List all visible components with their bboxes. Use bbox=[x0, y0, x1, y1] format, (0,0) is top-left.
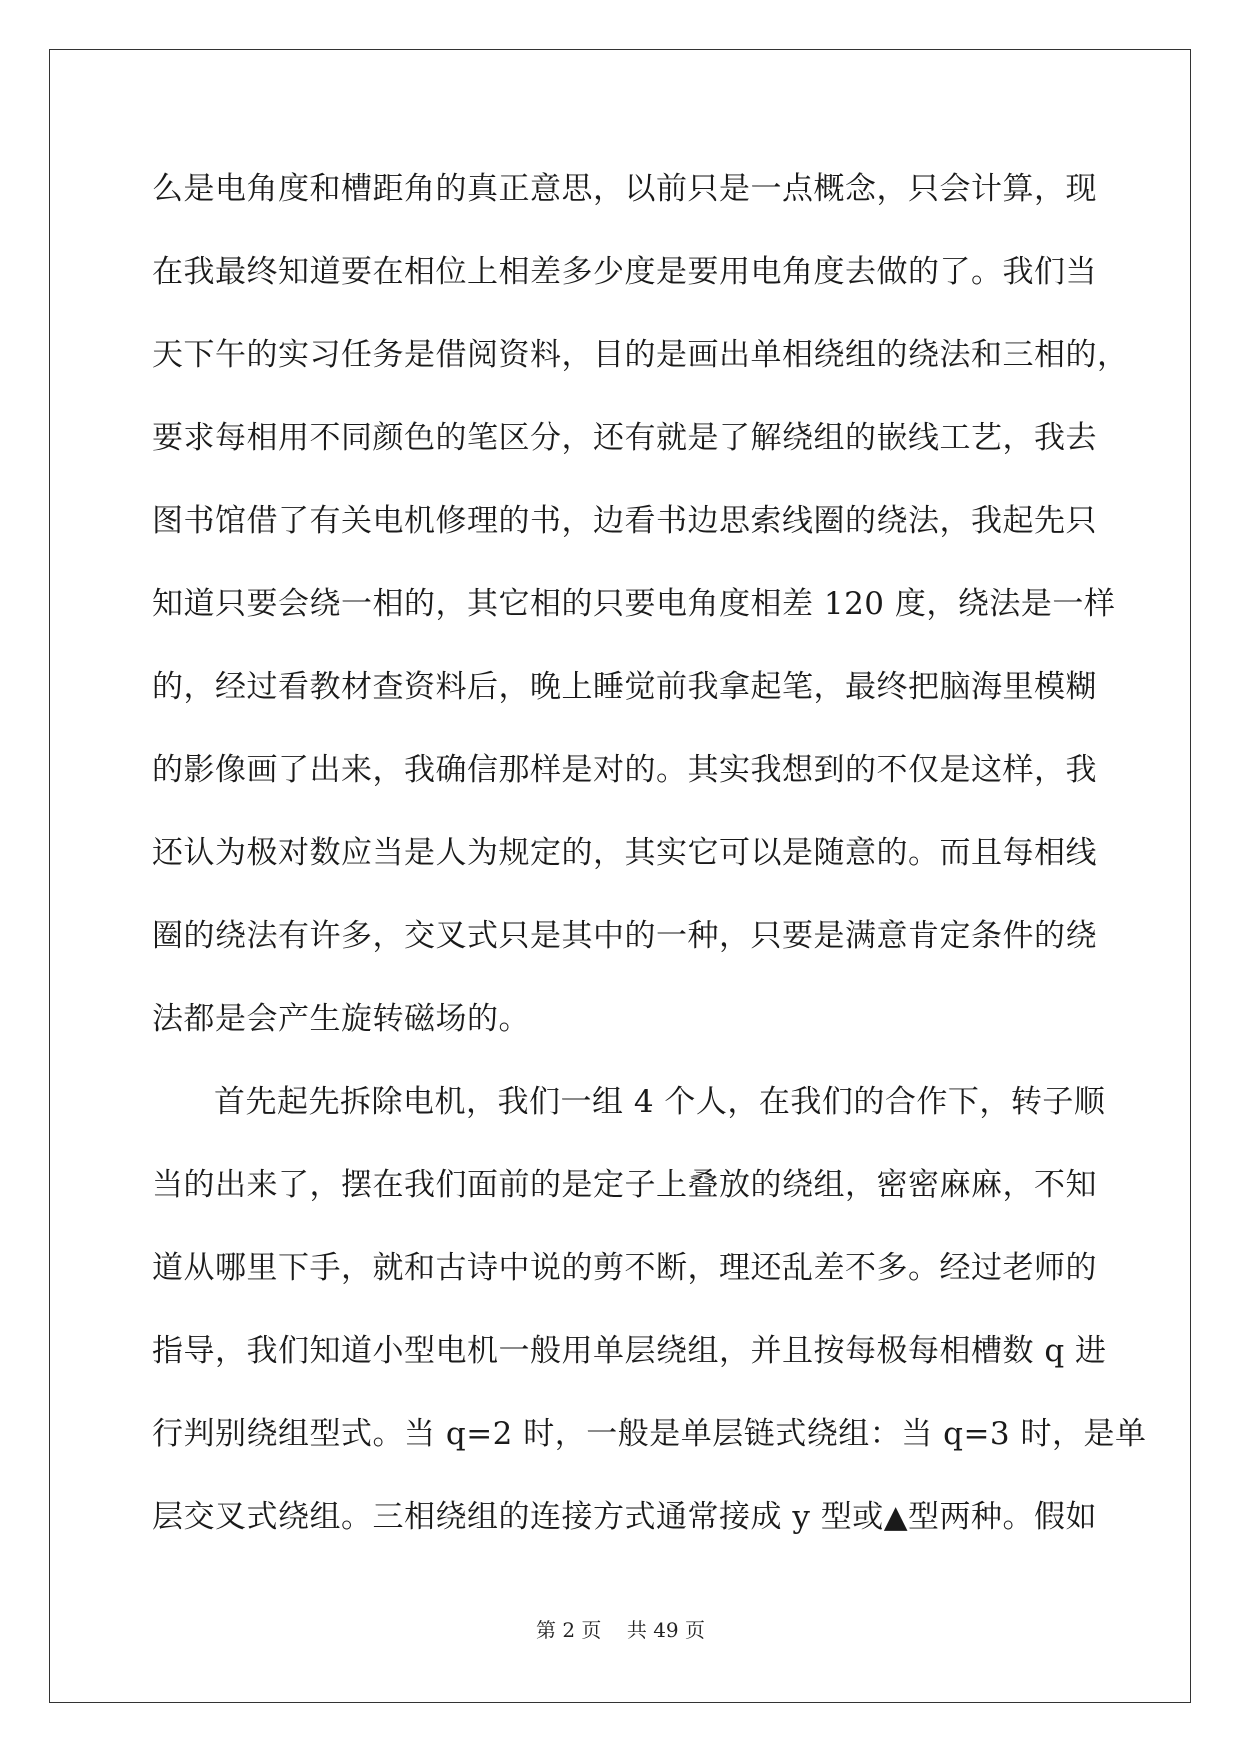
text-line: 当的出来了，摆在我们面前的是定子上叠放的绕组，密密麻麻，不知 bbox=[152, 1167, 1097, 1203]
paragraph-start-line: 首先起先拆除电机，我们一组 4 个人，在我们的合作下，转子顺 bbox=[214, 1084, 1106, 1120]
text-line: 法都是会产生旋转磁场的。 bbox=[152, 1001, 530, 1037]
text-line: 知道只要会绕一相的，其它相的只要电角度相差 120 度，绕法是一样 bbox=[152, 586, 1116, 622]
text-line: 行判别绕组型式。当 q=2 时，一般是单层链式绕组：当 q=3 时，是单 bbox=[152, 1416, 1147, 1452]
text-line: 道从哪里下手，就和古诗中说的剪不断，理还乱差不多。经过老师的 bbox=[152, 1250, 1097, 1286]
text-line: 还认为极对数应当是人为规定的，其实它可以是随意的。而且每相线 bbox=[152, 835, 1097, 871]
text-line: 层交叉式绕组。三相绕组的连接方式通常接成 y 型或▲型两种。假如 bbox=[152, 1499, 1098, 1535]
text-line: 么是电角度和槽距角的真正意思，以前只是一点概念，只会计算，现 bbox=[152, 171, 1097, 207]
text-line: 要求每相用不同颜色的笔区分，还有就是了解绕组的嵌线工艺，我去 bbox=[152, 420, 1097, 456]
text-line: 天下午的实习任务是借阅资料，目的是画出单相绕组的绕法和三相的， bbox=[152, 337, 1129, 373]
text-line: 圈的绕法有许多，交叉式只是其中的一种，只要是满意肯定条件的绕 bbox=[152, 918, 1097, 954]
document-body bbox=[152, 160, 1147, 1571]
text-line: 图书馆借了有关电机修理的书，边看书边思索线圈的绕法，我起先只 bbox=[152, 503, 1097, 539]
text-line: 指导，我们知道小型电机一般用单层绕组，并且按每极每相槽数 q 进 bbox=[152, 1333, 1107, 1369]
page-number-footer: 第 2 页 共 49 页 bbox=[535, 1618, 706, 1642]
text-line: 在我最终知道要在相位上相差多少度是要用电角度去做的了。我们当 bbox=[152, 254, 1097, 290]
text-line: 的，经过看教材查资料后，晚上睡觉前我拿起笔，最终把脑海里模糊 bbox=[152, 669, 1097, 705]
text-line: 的影像画了出来，我确信那样是对的。其实我想到的不仅是这样，我 bbox=[152, 752, 1097, 788]
